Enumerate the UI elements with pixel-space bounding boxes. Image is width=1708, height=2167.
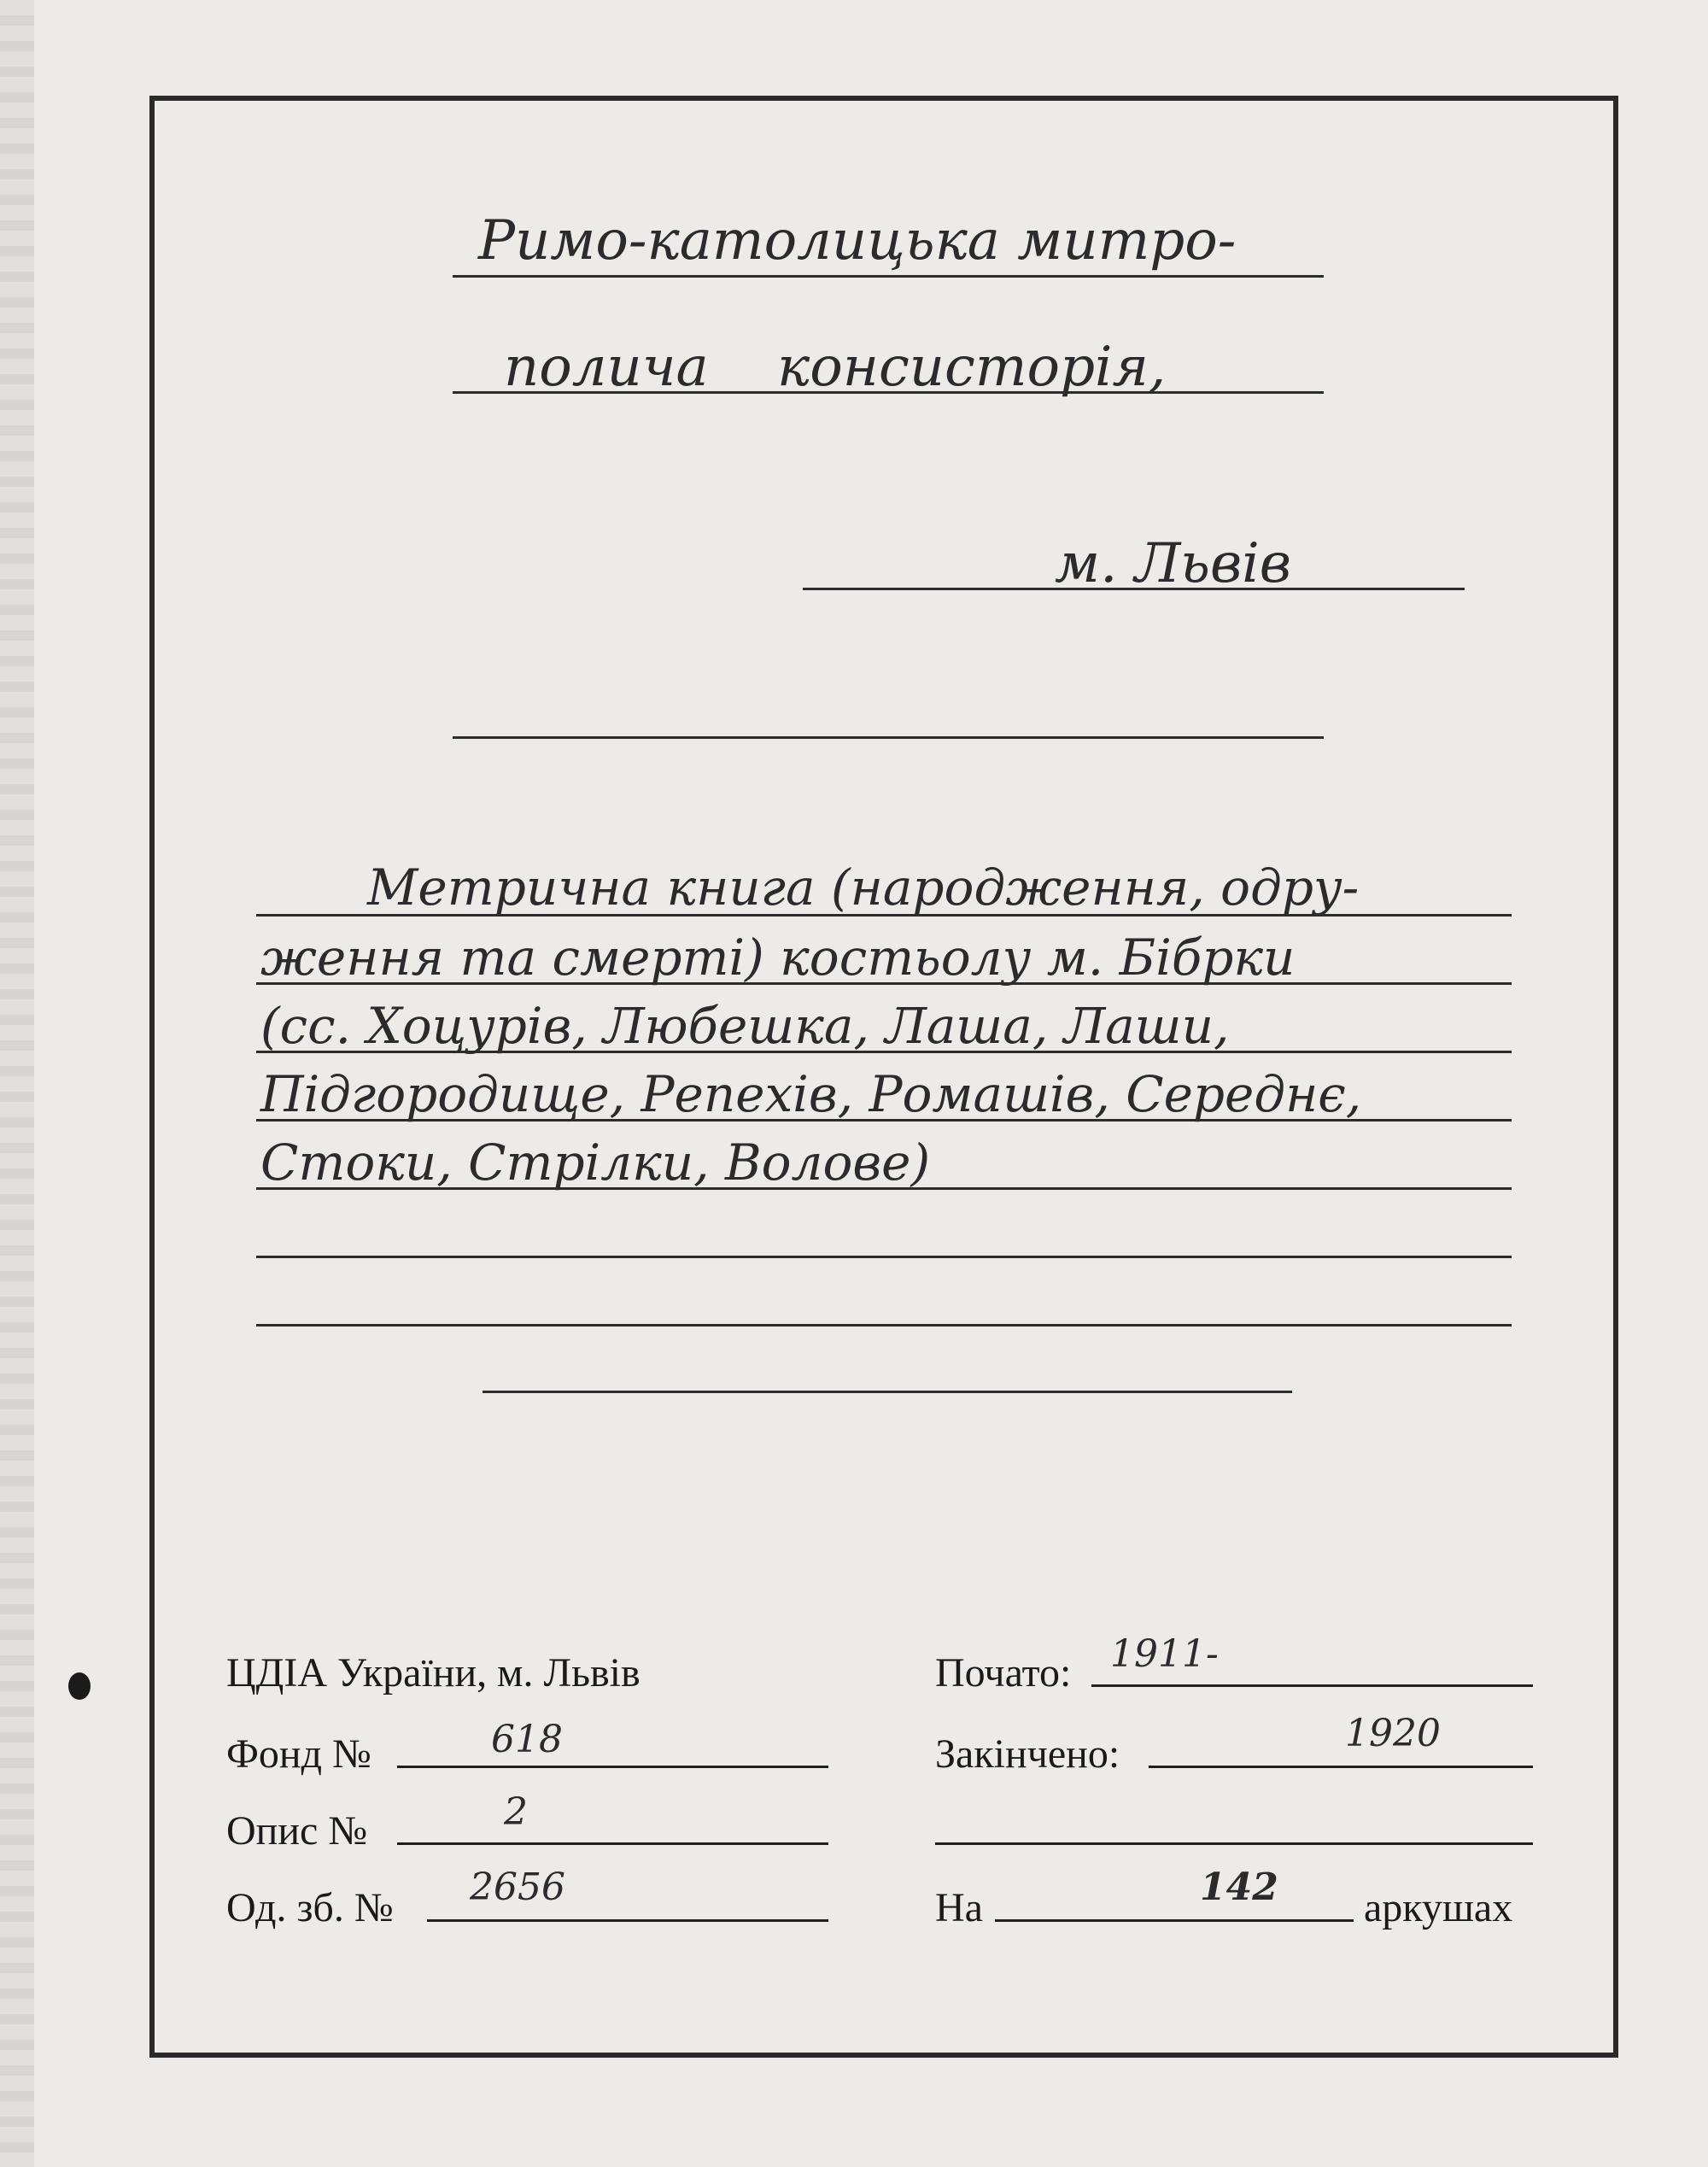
arkushakh-label: аркушах [1364,1885,1513,1930]
city-name: м. Львів [1055,532,1291,595]
blank-field-line [935,1842,1533,1845]
pochato-value: 1911- [1110,1632,1219,1676]
zakincheno-field-line [1149,1766,1533,1768]
title-line-1: Римо-католицька митро- [478,209,1237,272]
description-rule-1 [256,914,1512,917]
fond-value: 618 [491,1718,563,1761]
description-line-1: Метрична книга (народження, одру- [367,858,1360,917]
description-line-4: Підгородище, Репехів, Ромашів, Середнє, [260,1065,1362,1123]
description-line-2: ження та смерті) костьолу м. Бібрки [260,928,1296,987]
na-field-line [995,1919,1354,1922]
description-line-3: (сс. Хоцурів, Любешка, Лаша, Лаши, [260,997,1230,1055]
na-label: На [935,1885,983,1930]
od-zb-field-line [427,1919,828,1922]
zakincheno-value: 1920 [1345,1712,1441,1755]
fond-label: Фонд № [226,1731,371,1777]
blank-rule-1 [453,736,1324,739]
description-line-5: Стоки, Стрілки, Волове) [260,1133,931,1192]
institution-label: ЦДІА України, м. Львів [226,1650,640,1696]
od-zb-value: 2656 [470,1865,565,1909]
blank-rule-3 [256,1324,1512,1327]
punch-hole [68,1672,91,1700]
pochato-field-line [1091,1684,1533,1687]
od-zb-label: Од. зб. № [226,1885,394,1930]
title-rule-1 [453,275,1324,278]
description-rule-3 [256,1051,1512,1053]
opys-field-line [397,1842,828,1845]
fond-field-line [397,1766,828,1768]
zakincheno-label: Закінчено: [935,1731,1120,1777]
description-rule-4 [256,1119,1512,1122]
city-rule [803,588,1465,590]
pochato-label: Почато: [935,1650,1072,1696]
description-rule-5 [256,1187,1512,1190]
title-line-2: полича консисторія, [504,336,1167,399]
blank-rule-4 [483,1391,1292,1393]
title-rule-2 [453,391,1324,394]
na-value: 142 [1200,1865,1278,1909]
torn-left-edge [0,0,34,2167]
opys-value: 2 [504,1790,528,1834]
opys-label: Опис № [226,1808,368,1854]
description-rule-2 [256,982,1512,985]
blank-rule-2 [256,1256,1512,1258]
